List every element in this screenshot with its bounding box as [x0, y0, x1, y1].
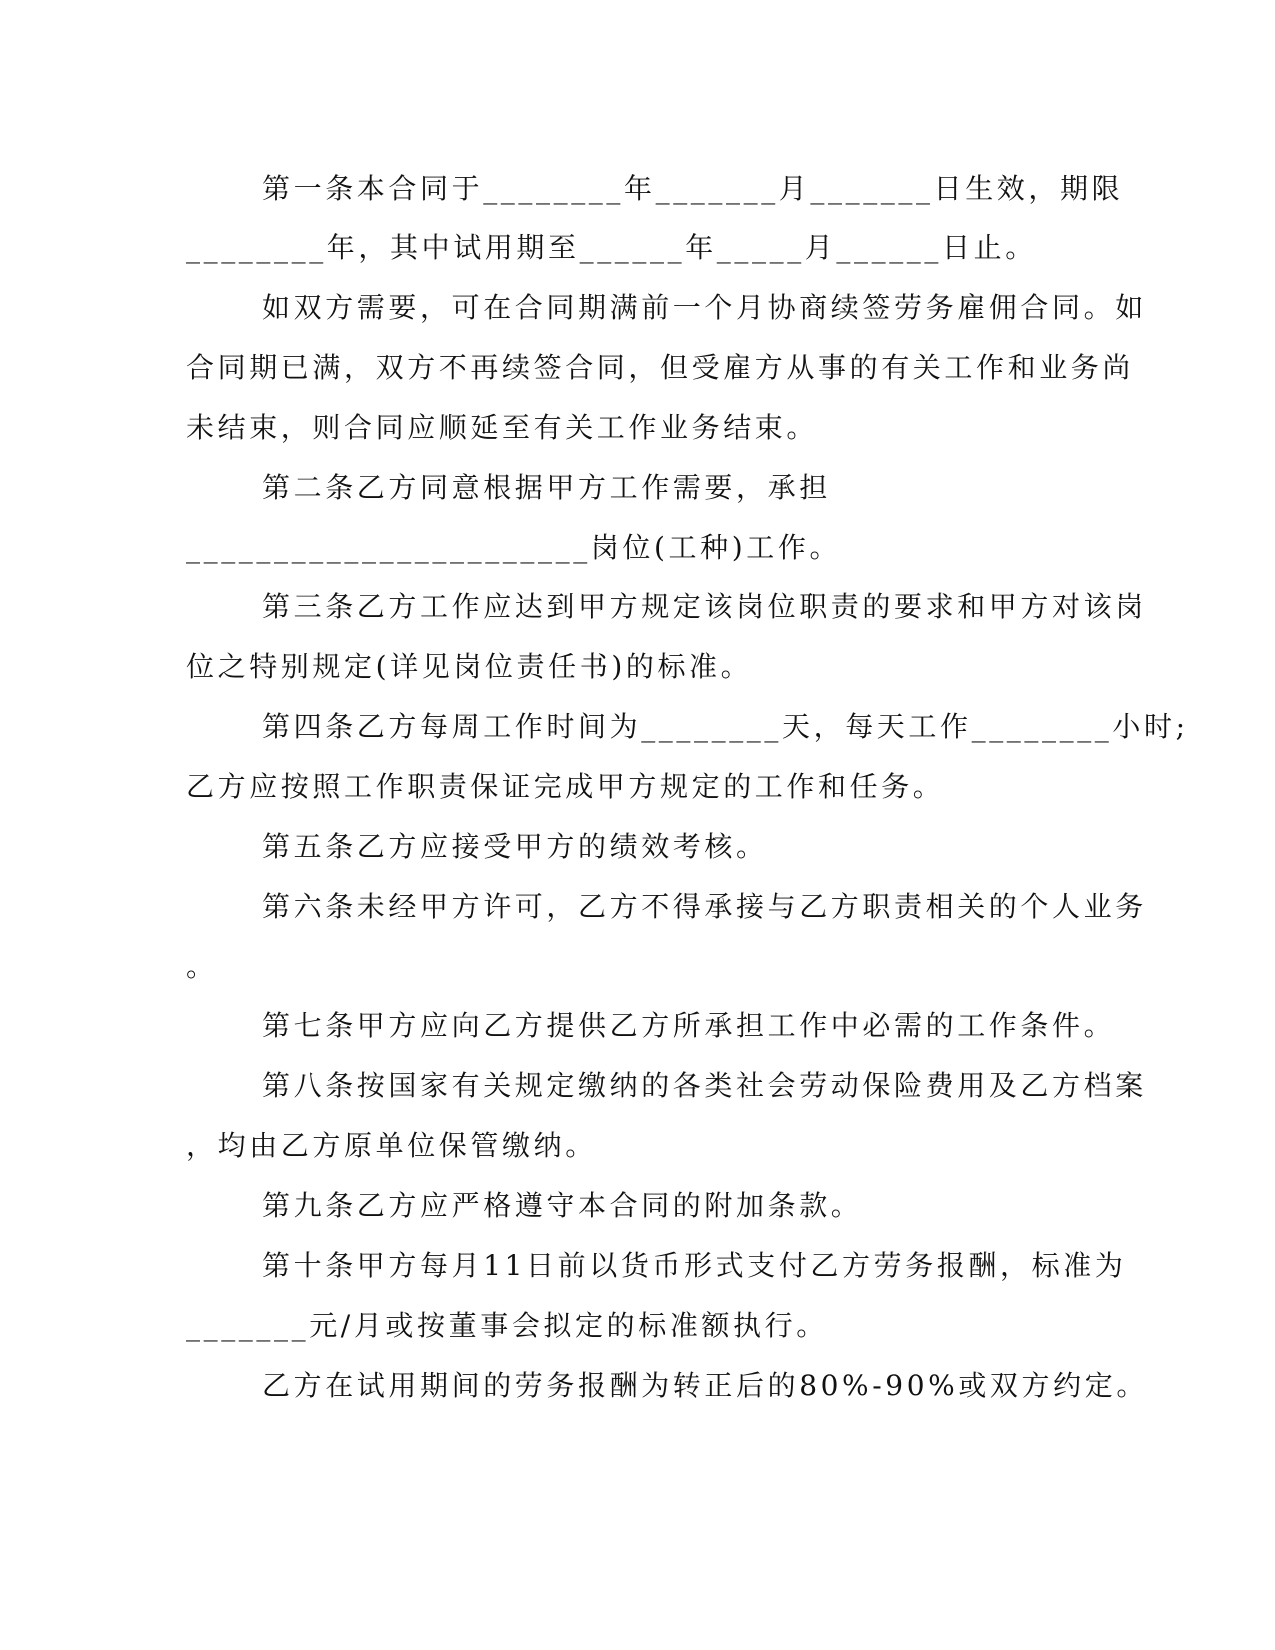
clause-2-line-1: 第二条乙方同意根据甲方工作需要，承担	[262, 471, 831, 504]
clause-8-line-2: ，均由乙方原单位保管缴纳。	[186, 1129, 597, 1162]
clause-2-line-2: _______________________岗位(工种)工作。	[186, 531, 842, 564]
clause-10-line-1: 第十条甲方每月11日前以货币形式支付乙方劳务报酬，标准为	[262, 1249, 1127, 1282]
clause-9: 第九条乙方应严格遵守本合同的附加条款。	[262, 1189, 863, 1222]
clause-6-line-2: 。	[186, 950, 218, 983]
clause-7: 第七条甲方应向乙方提供乙方所承担工作中必需的工作条件。	[262, 1009, 1116, 1042]
clause-4-line-2: 乙方应按照工作职责保证完成甲方规定的工作和任务。	[186, 770, 945, 803]
clause-1-line-2: ________年，其中试用期至______年_____月______日止。	[186, 231, 1037, 264]
clause-10-line-2: _______元/月或按董事会拟定的标准额执行。	[186, 1309, 828, 1342]
probation-pay-line: 乙方在试用期间的劳务报酬为转正后的80%-90%或双方约定。	[262, 1369, 1148, 1402]
clause-6-line-1: 第六条未经甲方许可，乙方不得承接与乙方职责相关的个人业务	[262, 890, 1147, 923]
clause-3-line-1: 第三条乙方工作应达到甲方规定该岗位职责的要求和甲方对该岗	[262, 590, 1147, 623]
renewal-line-3: 未结束，则合同应顺延至有关工作业务结束。	[186, 411, 819, 444]
clause-8-line-1: 第八条按国家有关规定缴纳的各类社会劳动保险费用及乙方档案	[262, 1069, 1147, 1102]
clause-5: 第五条乙方应接受甲方的绩效考核。	[262, 830, 768, 863]
clause-3-line-2: 位之特别规定(详见岗位责任书)的标准。	[186, 650, 753, 683]
clause-1-line-1: 第一条本合同于________年_______月_______日生效，期限	[262, 172, 1124, 205]
clause-4-line-1: 第四条乙方每周工作时间为________天，每天工作________小时;	[262, 710, 1189, 743]
renewal-line-1: 如双方需要，可在合同期满前一个月协商续签劳务雇佣合同。如	[262, 291, 1147, 324]
renewal-line-2: 合同期已满，双方不再续签合同，但受雇方从事的有关工作和业务尚	[186, 351, 1135, 384]
